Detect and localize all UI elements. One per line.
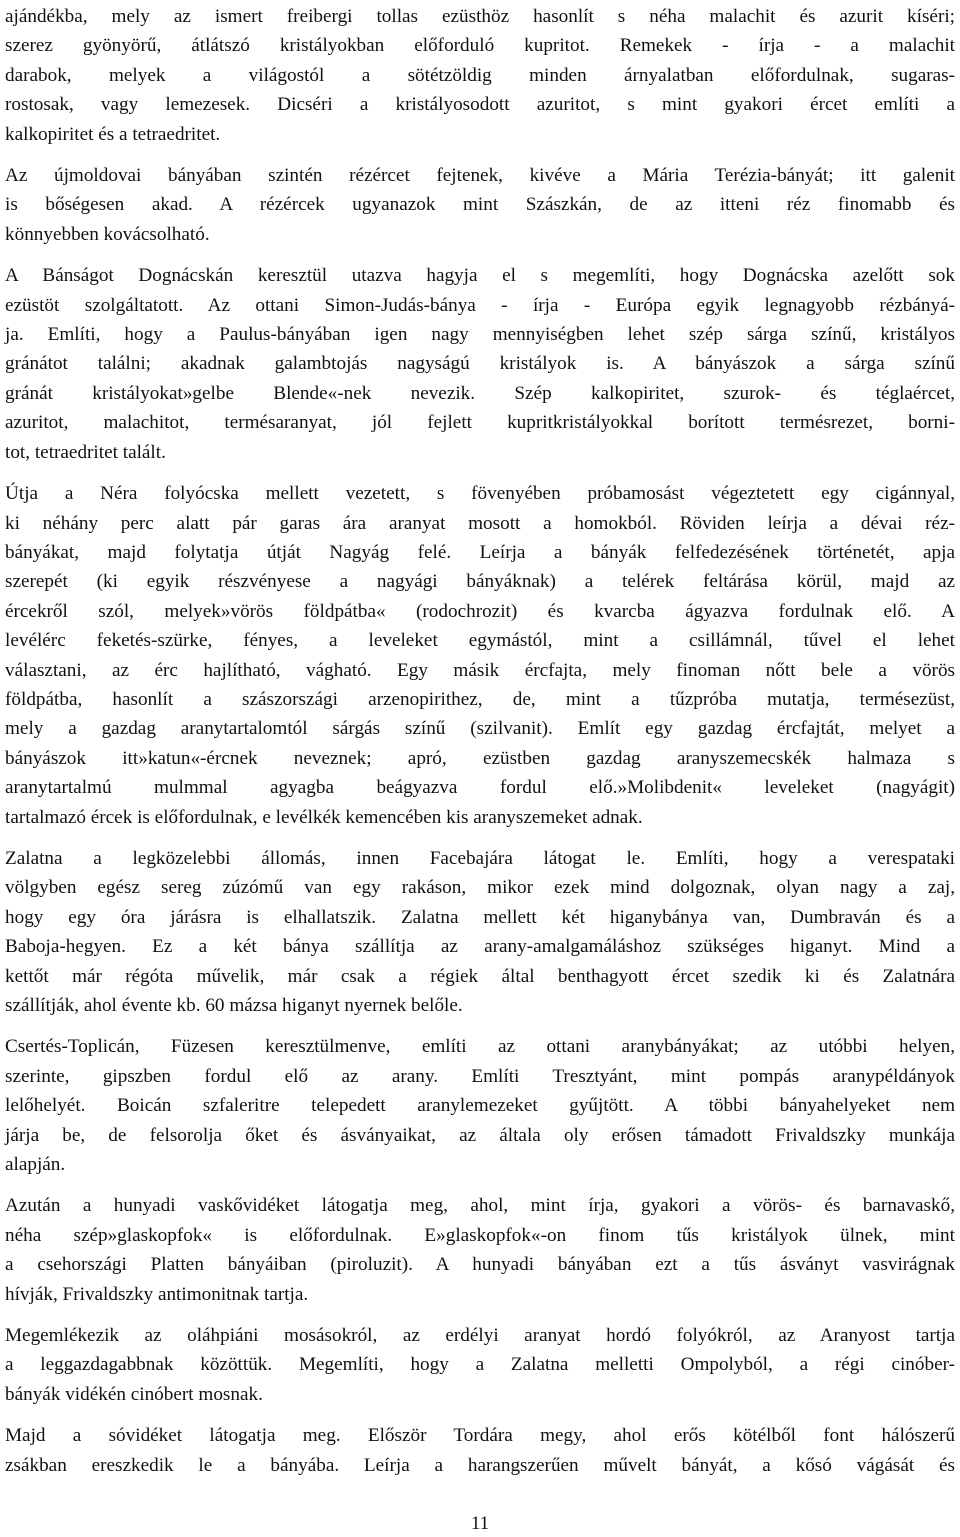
text-line: gránát kristályokat»gelbe Blende«-nek nevezik. Szép kalkopiritet, szurok- és téglaércet, [5, 382, 955, 404]
text-line: bányákat, majd folytatja útját Nagyág felé. Leírja a bányák felfedezésének történetét, apja [5, 541, 955, 563]
document-page [5, 2, 955, 1492]
paragraph [5, 261, 955, 467]
paragraph [5, 2, 955, 149]
text-line: Azután a hunyadi vaskővidéket látogatja meg, ahol, mint írja, gyakori a vörös- és barnavaskő, [5, 1195, 955, 1217]
text-line: hogy egy óra járásra is elhallatszik. Zalatna mellett két higanybánya van, Dumbraván és a [5, 906, 955, 928]
text-line: tot, tetraedritet talált. [5, 441, 166, 463]
page-number: 11 [470, 1513, 490, 1534]
text-line: aranytartalmú mulmmal agyagba beágyazva fordul elő.»Molibdenit« leveleket (nagyágit) [5, 777, 955, 799]
text-line: alapján. [5, 1154, 66, 1176]
text-line: gránátot találni; akadnak galambtojás nagyságú kristályok is. A bányászok a sárga színű [5, 353, 955, 375]
text-line: A Bánságot Dognácskán keresztül utazva hagyja el s megemlíti, hogy Dognácska azelőtt sok [5, 265, 955, 287]
text-line: azuritot, malachitot, termésaranyat, jól fejlett kupritkristályokkal borított termésrezet, borni- [5, 412, 955, 434]
text-line: Csertés-Toplicán, Füzesen keresztülmenve, említi az ottani aranybányákat; az utóbbi helyen, [5, 1036, 955, 1058]
paragraph [5, 844, 955, 1020]
text-line: darabok, melyek a világostól a sötétzöldig minden árnyalatban előfordulnak, sugaras- [5, 64, 955, 86]
text-line: hívják, Frivaldszky antimonitnak tartja. [5, 1283, 309, 1305]
text-line: ezüstöt szolgáltatott. Az ottani Simon-Judás-bánya - írja - Európa egyik legnagyobb rézbányá- [5, 294, 955, 316]
paragraph [5, 161, 955, 249]
text-line: mely a gazdag aranytartalomtól sárgás színű (szilvanit). Említ egy gazdag ércfajtát, melyet a [5, 718, 955, 740]
text-line: zsákban ereszkedik le a bányába. Leírja a harangszerűen művelt bányát, a kősó vágását és [5, 1454, 955, 1476]
text-line: rostosak, vagy lemezesek. Dicséri a kristályosodott azuritot, s mint gyakori ércet említi a [5, 94, 955, 116]
text-line: is bőségesen akad. A rézércek ugyanazok mint Szászkán, de az itteni réz finomabb és [5, 194, 955, 216]
text-line: szerez gyönyörű, átlátszó kristályokban előforduló kupritot. Remekek - írja - a malachit [5, 35, 955, 57]
text-line: bányászok itt»katun«-ércnek neveznek; apró, ezüstben gazdag aranyszemecskék halmaza s [5, 747, 955, 769]
text-line: ki néhány perc alatt pár garas ára aranyat mosott a homokból. Röviden leírja a dévai réz- [5, 512, 955, 534]
text-line: Majd a sóvidéket látogatja meg. Először Tordára megy, ahol erős kötélből font hálószerű [5, 1425, 955, 1447]
text-line: szerinte, gipszben fordul elő az arany. Említi Tresztyánt, mint pompás aranypéldányok [5, 1065, 955, 1087]
text-line: Az újmoldovai bányában szintén rézércet fejtenek, kivéve a Mária Terézia-bányát; itt galenit [5, 165, 955, 187]
text-line: könnyebben kovácsolható. [5, 223, 210, 245]
paragraph [5, 479, 955, 832]
text-line: a leggazdagabbnak közöttük. Megemlíti, hogy a Zalatna melletti Ompolyból, a régi cinóber- [5, 1354, 955, 1376]
paragraph [5, 1191, 955, 1309]
text-line: Zalatna a legközelebbi állomás, innen Facebajára látogat le. Említi, hogy a verespataki [5, 847, 955, 869]
text-line: Megemlékezik az oláhpiáni mosásokról, az erdélyi aranyat hordó folyókról, az Aranyost tartja [5, 1325, 955, 1347]
text-line: szerepét (ki egyik részvényese a nagyági bányáknak) a telérek feltárása körül, majd az [5, 571, 955, 593]
paragraph [5, 1032, 955, 1179]
text-line: néha szép»glaskopfok« is előfordulnak. E»glaskopfok«-on finom tűs kristályok ülnek, mint [5, 1224, 955, 1246]
text-line: levélérc feketés-szürke, fényes, a leveleket egymástól, mint a csillámnál, tűvel el lehet [5, 630, 955, 652]
text-line: ja. Említi, hogy a Paulus-bányában igen nagy mennyiségben lehet szép sárga színű, kristályos [5, 324, 955, 346]
text-line: földpátba, hasonlít a szászországi arzenopirithez, de, mint a tűzpróba mutatja, termésezüst, [5, 688, 955, 710]
text-line: ajándékba, mely az ismert freibergi tollas ezüsthöz hasonlít s néha malachit és azurit kíséri; [5, 6, 955, 27]
paragraph [5, 1321, 955, 1409]
text-line: bányák vidékén cinóbert mosnak. [5, 1383, 263, 1405]
paragraph [5, 1421, 955, 1480]
text-line: völgyben egész sereg zúzómű van egy rakáson, mikor ezek mind dolgoznak, olyan nagy a zaj, [5, 877, 955, 899]
text-line: Útja a Néra folyócska mellett vezetett, s fövenyében próbamosást végeztetett egy cigánnyal, [5, 483, 955, 505]
text-line: szállítják, ahol évente kb. 60 mázsa higanyt nyernek belőle. [5, 995, 463, 1016]
text-line: kettőt már régóta művelik, már csak a régiek által benthagyott ércet szedik ki és Zalatnára [5, 965, 955, 987]
text-line: Baboja-hegyen. Ez a két bánya szállítja az arany-amalgamáláshoz szükséges higanyt. Mind a [5, 936, 955, 958]
text-line: ércekről szól, melyek»vörös földpátba« (rodochrozit) és kvarcba ágyazva fordulnak elő. A [5, 600, 955, 622]
text-line: lelőhelyét. Boicán szfaleritre telepedett aranylemezeket gyűjtött. A többi bányahelyeket nem [5, 1095, 955, 1117]
text-line: járja be, de felsorolja őket és ásványaikat, az általa oly erősen támadott Frivaldszky munkája [5, 1124, 955, 1146]
text-line: választani, az érc hajlítható, vágható. Egy másik ércfajta, mely finoman nőtt bele a vörös [5, 659, 955, 681]
text-line: kalkopiritet és a tetraedritet. [5, 123, 221, 145]
text-line: a csehországi Platten bányáiban (piroluzit). A hunyadi bányában ezt a tűs ásványt vasvirágnak [5, 1254, 955, 1276]
text-line: tartalmazó ércek is előfordulnak, e levélkék kemencében kis aranyszemeket adnak. [5, 806, 643, 828]
